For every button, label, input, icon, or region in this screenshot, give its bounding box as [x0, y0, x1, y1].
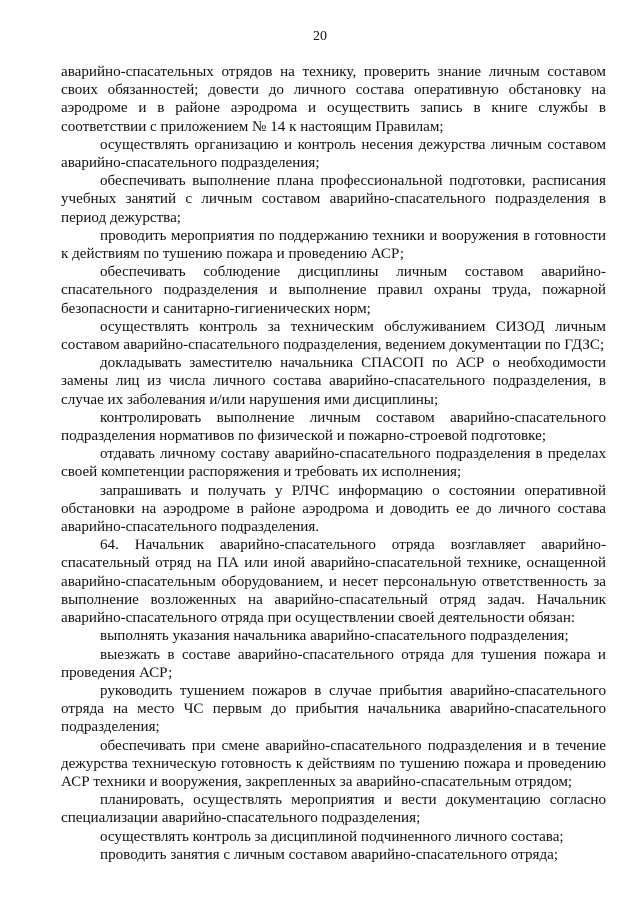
paragraph: докладывать заместителю начальника СПАСОП по АСР о необходимости замены лиц из числа личного состава аварийно-спасательного подразделения, в случае их заболевания и/или нарушения ими дисциплины; [61, 355, 606, 408]
paragraph: планировать, осуществлять мероприятия и вести документацию согласно специализации аварийно-спасательного подразделения; [61, 792, 606, 827]
paragraph-continuation: аварийно-спасательных отрядов на технику, проверить знание личным составом своих обязанностей; довести до личного состава оперативную обстановку на аэродроме и в районе аэродрома и осуществить запись в книге службы в соответствии с приложением № 14 к настоящим Правилам; [61, 64, 606, 135]
page-number: 20 [313, 29, 327, 44]
paragraph: обеспечивать при смене аварийно-спасательного подразделения и в течение дежурства техническую готовность к действиям по тушению пожара и проведению АСР техники и вооружения, закрепленных за аварийно-спасательным отрядом; [61, 737, 606, 790]
section-paragraph-64: 64. Начальник аварийно-спасательного отряда возглавляет аварийно-спасательный отряд на ПА или иной аварийно-спасательной технике, оснащенной аварийно-спасательным оборудованием, и несет персональную ответственность за выполнение возложенных на аварийно-спасательный отряд задач. Начальник аварийно-спасательного отряда при осуществлении своей деятельности обязан: [61, 537, 606, 627]
paragraph: обеспечивать соблюдение дисциплины личным составом аварийно-спасательного подразделения и выполнение правил охраны труда, пожарной безопасности и санитарно-гигиенических норм; [61, 264, 606, 317]
paragraph: руководить тушением пожаров в случае прибытия аварийно-спасательного отряда на место ЧС первым до прибытия начальника аварийно-спасательного подразделения; [61, 682, 606, 736]
document-body [61, 63, 606, 864]
paragraph: обеспечивать выполнение плана профессиональной подготовки, расписания учебных занятий с личным составом аварийно-спасательного подразделения в период дежурства; [61, 173, 606, 226]
paragraph: выезжать в составе аварийно-спасательного отряда для тушения пожара и проведения АСР; [61, 646, 606, 681]
paragraph: отдавать личному составу аварийно-спасательного подразделения в пределах своей компетенции распоряжения и требовать их исполнения; [61, 446, 606, 481]
paragraph: выполнять указания начальника аварийно-спасательного подразделения; [100, 628, 569, 645]
paragraph: проводить занятия с личным составом аварийно-спасательного отряда; [100, 846, 559, 863]
paragraph: осуществлять контроль за техническим обслуживанием СИЗОД личным составом аварийно-спасательного подразделения, ведением документации по ГДЗС; [61, 318, 606, 354]
paragraph: контролировать выполнение личным составом аварийно-спасательного подразделения нормативов по физической и пожарно-строевой подготовке; [61, 409, 606, 445]
paragraph: осуществлять контроль за дисциплиной подчиненного личного состава; [100, 828, 564, 845]
paragraph: осуществлять организацию и контроль несения дежурства личным составом аварийно-спасательного подразделения; [61, 136, 606, 172]
paragraph: проводить мероприятия по поддержанию техники и вооружения в готовности к действиям по тушению пожара и проведению АСР; [61, 227, 606, 263]
paragraph: запрашивать и получать у РЛЧС информацию о состоянии оперативной обстановки на аэродроме в районе аэродрома и доводить ее до личного состава аварийно-спасательного подразделения. [61, 482, 606, 536]
